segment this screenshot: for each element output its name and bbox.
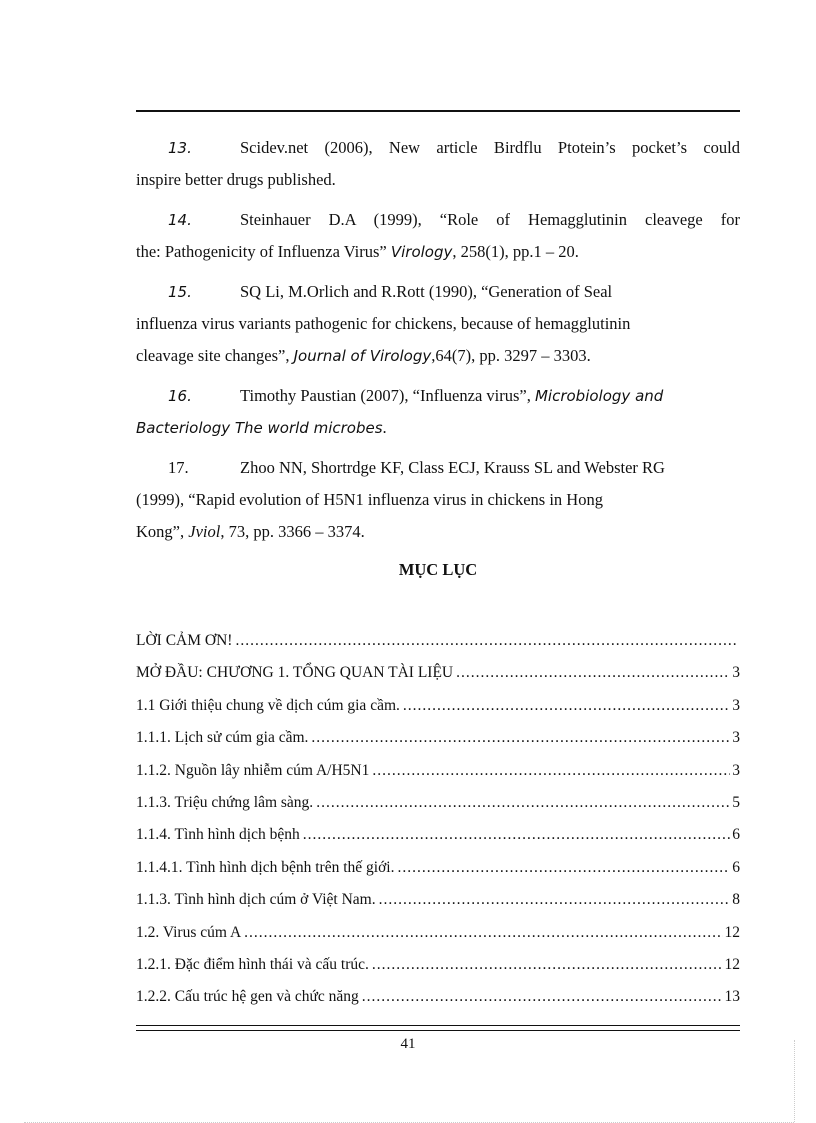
toc-leader-dots <box>397 859 730 877</box>
reference-number: 16. <box>168 387 192 405</box>
toc-leader-dots <box>362 988 723 1006</box>
toc-leader-dots <box>235 632 738 650</box>
toc-entry[interactable] <box>136 664 740 696</box>
reference-text: SQ Li, M.Orlich and R.Rott (1990), “Generation of Seal <box>240 282 613 301</box>
toc-entry-label: MỞ ĐẦU: CHƯƠNG 1. TỔNG QUAN TÀI LIỆU <box>136 664 454 682</box>
reference-text: (1999), “Rapid evolution of H5N1 influenza virus in chickens in Hong <box>136 490 603 509</box>
toc-entry-page: 3 <box>732 664 740 682</box>
toc-entry-page: 3 <box>732 696 740 714</box>
toc-entry[interactable] <box>136 988 740 1020</box>
toc-entry-page: 3 <box>732 729 740 747</box>
reference-text: influenza virus variants pathogenic for chickens, because of hemagglutinin <box>136 314 631 333</box>
toc-entry[interactable] <box>136 924 740 956</box>
reference-text: the: Pathogenicity of Influenza Virus” Virology, 258(1), pp.1 – 20. <box>136 242 579 261</box>
toc-entry-label: 1.2.2. Cấu trúc hệ gen và chức năng <box>136 988 359 1006</box>
toc-entry-label: LỜI CẢM ƠN! <box>136 632 233 649</box>
toc-entry[interactable] <box>136 794 740 826</box>
reference-text: cleavage site changes”, Journal of Virology,64(7), pp. 3297 – 3303. <box>136 346 591 365</box>
reference-text: Steinhauer D.A (1999), “Role of Hemagglutinin cleavege for <box>240 210 740 229</box>
toc-entry-label: 1.1.4.1. Tình hình dịch bệnh trên thế giới. <box>136 858 395 876</box>
toc-leader-dots <box>403 697 730 715</box>
toc-leader-dots <box>456 664 730 682</box>
journal-name: Journal of Virology <box>293 347 432 365</box>
toc-leader-dots <box>303 826 731 844</box>
toc-entry-page: 6 <box>732 858 740 876</box>
toc-entry-page: 12 <box>724 955 740 973</box>
reference-number: 14. <box>168 211 192 229</box>
toc-entry-page: 3 <box>732 761 740 779</box>
toc-title: MỤC LỤC <box>398 560 478 579</box>
toc-entry-label: 1.1.2. Nguồn lây nhiễm cúm A/H5N1 <box>136 761 370 779</box>
footer-rule <box>136 1025 740 1031</box>
toc-entry[interactable] <box>136 859 740 891</box>
reference-number: 13. <box>168 139 192 157</box>
reference-16 <box>136 380 740 444</box>
toc-leader-dots <box>379 891 731 909</box>
reference-number: 17. <box>168 458 189 477</box>
toc-entry[interactable] <box>136 891 740 923</box>
toc-entry-label: 1.1.4. Tình hình dịch bệnh <box>136 826 300 844</box>
journal-name: Microbiology and <box>534 387 664 405</box>
toc-entry-label: 1.2.1. Đặc điểm hình thái và cấu trúc. <box>136 955 369 973</box>
toc-entry-page: 6 <box>732 826 740 844</box>
toc-entry-label: 1.1.3. Triệu chứng lâm sàng. <box>136 793 314 811</box>
toc-leader-dots <box>372 762 730 780</box>
toc-entry-label: 1.1.3. Tình hình dịch cúm ở Việt Nam. <box>136 891 376 909</box>
page-number: 41 <box>400 1036 416 1052</box>
journal-name: Virology <box>390 243 453 261</box>
toc-leader-dots <box>372 956 723 974</box>
toc-leader-dots <box>316 794 730 812</box>
reference-17 <box>136 452 740 548</box>
toc-entry-page: 12 <box>724 923 740 941</box>
reference-text: inspire better drugs published. <box>136 170 336 189</box>
reference-text: Timothy Paustian (2007), “Influenza virus”, Microbiology and <box>240 386 664 405</box>
reference-14 <box>136 204 740 268</box>
toc-entry-page: 13 <box>724 988 740 1006</box>
toc-entry[interactable] <box>136 762 740 794</box>
reference-text: Zhoo NN, Shortrdge KF, Class ECJ, Krauss SL and Webster RG <box>240 458 665 477</box>
journal-name: Jviol <box>188 522 221 541</box>
toc-entry-label: 1.1.1. Lịch sử cúm gia cầm. <box>136 729 309 747</box>
toc-entry-page: 5 <box>732 793 740 811</box>
toc-entry[interactable] <box>136 956 740 988</box>
table-of-contents <box>136 632 740 1021</box>
toc-leader-dots <box>244 924 722 942</box>
header-rule <box>136 110 740 112</box>
toc-entry[interactable] <box>136 729 740 761</box>
toc-entry[interactable] <box>136 632 740 664</box>
toc-entry-label: 1.1 Giới thiệu chung về dịch cúm gia cầm. <box>136 696 400 714</box>
reference-number: 15. <box>168 283 192 301</box>
reference-list <box>136 132 740 556</box>
toc-leader-dots <box>311 729 730 747</box>
toc-entry[interactable] <box>136 697 740 729</box>
reference-15 <box>136 276 740 372</box>
toc-entry-label: 1.2. Virus cúm A <box>136 923 242 941</box>
journal-name: Bacteriology The world microbes <box>136 419 383 437</box>
reference-text: Scidev.net (2006), New article Birdflu Ptotein’s pocket’s could <box>240 138 740 157</box>
page-edge-dotted-line <box>794 1040 795 1122</box>
reference-text: Kong”, Jviol, 73, pp. 3366 – 3374. <box>136 522 365 541</box>
reference-13 <box>136 132 740 196</box>
toc-entry[interactable] <box>136 826 740 858</box>
reference-text: Bacteriology The world microbes. <box>136 418 387 437</box>
toc-entry-page: 8 <box>732 891 740 909</box>
